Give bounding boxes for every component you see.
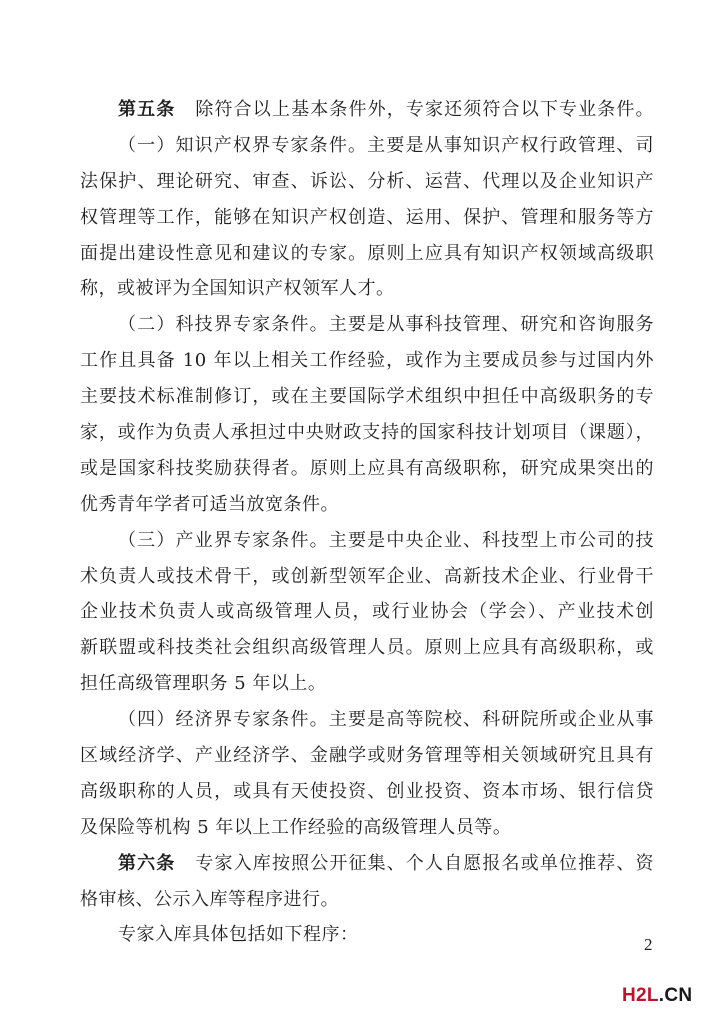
watermark-part-b: .CN (658, 985, 693, 1006)
article-label: 第六条 (118, 852, 176, 874)
paragraph-line: 主要技术标准制修订，或在主要国际学术组织中担任中高级职务的专 (80, 386, 654, 408)
watermark-part-a: H2L (622, 985, 659, 1006)
paragraph-text: 专家入库按照公开征集、个人自愿报名或单位推荐、资 (195, 852, 654, 874)
paragraph-line: （一）知识产权界专家条件。主要是从事知识产权行政管理、司 (118, 134, 654, 156)
paragraph-line: 及保险等机构 5 年以上工作经验的高级管理人员等。 (80, 816, 512, 838)
page-number: 2 (644, 935, 653, 954)
paragraph-line: 称，或被评为全国知识产权领军人才。 (80, 278, 395, 300)
paragraph-line: （三）产业界专家条件。主要是中央企业、科技型上市公司的技 (118, 529, 654, 551)
paragraph-line (80, 92, 654, 128)
paragraph-line: （二）科技界专家条件。主要是从事科技管理、研究和咨询服务 (118, 314, 654, 336)
paragraph-line: 专家入库具体包括如下程序： (118, 924, 359, 946)
paragraph-line: 高级职称的人员，或具有天使投资、创业投资、资本市场、银行信贷 (80, 780, 654, 802)
paragraph-line: 格审核、公示入库等程序进行。 (80, 888, 339, 910)
paragraph-line: 家，或作为负责人承担过中央财政支持的国家科技计划项目（课题）， (80, 422, 654, 444)
site-watermark (622, 985, 692, 1007)
paragraph-line: 法保护、理论研究、审查、诉讼、分析、运营、代理以及企业知识产 (80, 170, 654, 192)
paragraph-line: 面提出建设性意见和建议的专家。原则上应具有知识产权领域高级职 (80, 242, 654, 264)
paragraph-line: （四）经济界专家条件。主要是高等院校、科研院所或企业从事 (118, 709, 654, 731)
paragraph-line: 权管理等工作，能够在知识产权创造、运用、保护、管理和服务等方 (80, 206, 654, 228)
paragraph-line: 企业技术负责人或高级管理人员，或行业协会（学会）、产业技术创 (80, 601, 654, 623)
article-label: 第五条 (118, 99, 176, 120)
paragraph-text: 除符合以上基本条件外，专家还须符合以下专业条件。 (195, 99, 654, 120)
paragraph-line: 区域经济学、产业经济学、金融学或财务管理等相关领域研究且具有 (80, 745, 654, 767)
paragraph-line: 优秀青年学者可适当放宽条件。 (80, 493, 339, 515)
paragraph-line: 或是国家科技奖励获得者。原则上应具有高级职称，研究成果突出的 (80, 457, 654, 479)
document-body (80, 92, 654, 953)
paragraph-line: 工作且具备 10 年以上相关工作经验，或作为主要成员参与过国内外 (80, 350, 654, 372)
paragraph-line (80, 846, 654, 882)
paragraph-line: 新联盟或科技类社会组织高级管理人员。原则上应具有高级职称，或 (80, 637, 654, 659)
paragraph-line: 术负责人或技术骨干，或创新型领军企业、高新技术企业、行业骨干 (80, 565, 654, 587)
paragraph-line: 担任高级管理职务 5 年以上。 (80, 673, 327, 695)
